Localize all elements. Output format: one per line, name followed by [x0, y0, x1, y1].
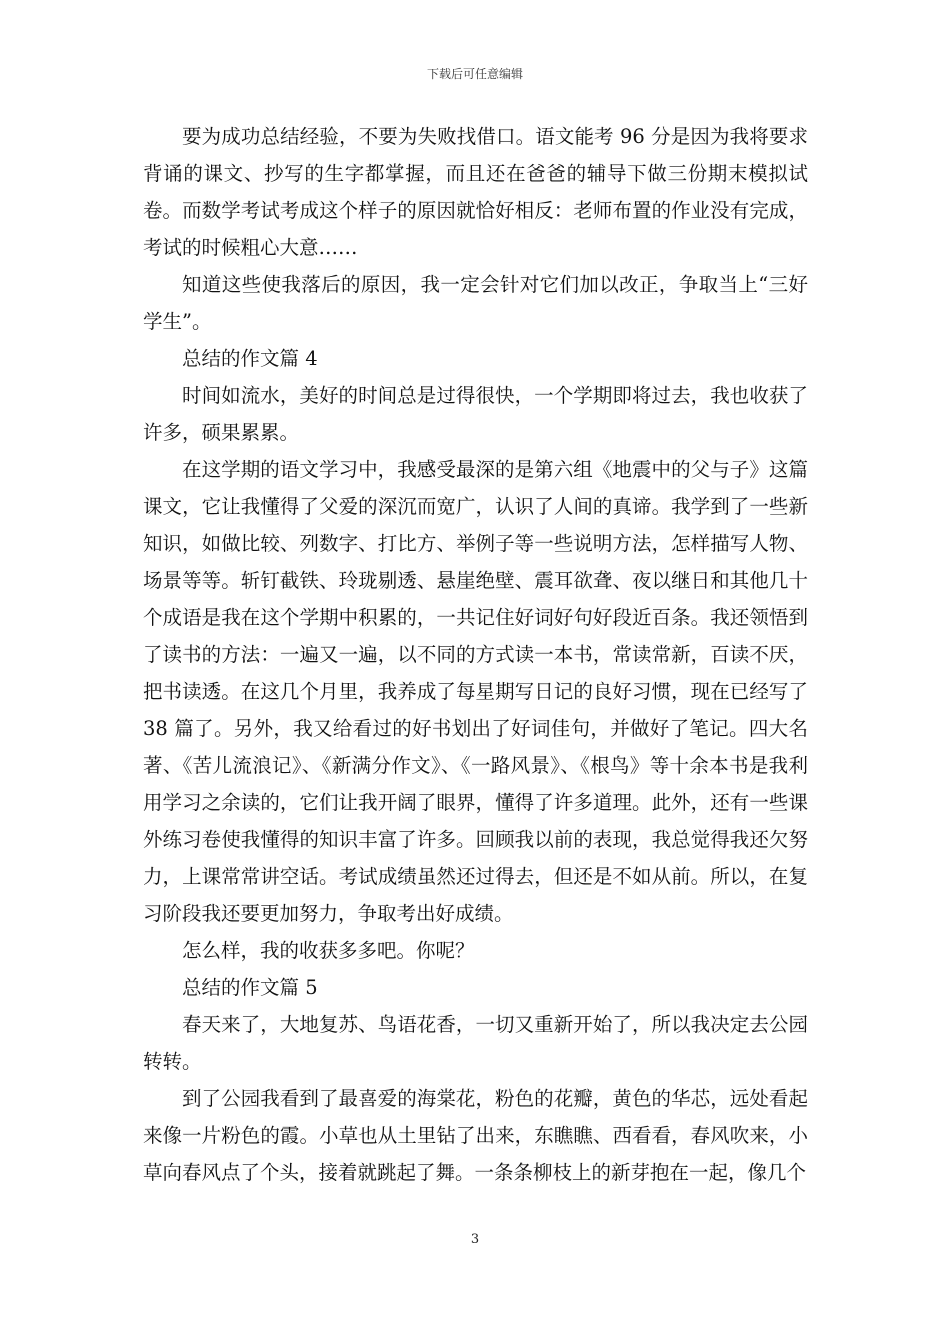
paragraph: 要为成功总结经验，不要为失败找借口。语文能考 96 分是因为我将要求背诵的课文、抄写的生字都掌握，而且还在爸爸的辅导下做三份期末模拟试卷。而数学考试考成这个样子的原因就恰好相反：老师布置的作业没有完成，考试的时候粗心大意……	[143, 125, 808, 259]
paragraph: 春天来了，大地复苏、鸟语花香，一切又重新开始了，所以我决定去公园转转。	[143, 1013, 808, 1073]
page-header: 下载后可任意编辑	[426, 67, 523, 81]
paragraph: 到了公园我看到了最喜爱的海棠花，粉色的花瓣，黄色的华芯，远处看起来像一片粉色的霞。小草也从土里钻了出来，东瞧瞧、西看看，春风吹来，小草向春风点了个头，接着就跳起了舞。一条条柳枝上的新芽抱在一起，像几个	[143, 1087, 808, 1184]
document-body	[143, 118, 808, 1191]
section-heading: 总结的作文篇 4	[182, 347, 318, 370]
paragraph: 在这学期的语文学习中，我感受最深的是第六组《地震中的父与子》这篇课文，它让我懂得了父爱的深沉而宽广，认识了人间的真谛。我学到了一些新知识，如做比较、列数字、打比方、举例子等一些说明方法，怎样描写人物、场景等等。斩钉截铁、玲珑剔透、悬崖绝壁、震耳欲聋、夜以继日和其他几十个成语是我在这个学期中积累的，一共记住好词好句好段近百条。我还领悟到了读书的方法：一遍又一遍，以不同的方式读一本书，常读常新，百读不厌，把书读透。在这几个月里，我养成了每星期写日记的良好习惯，现在已经写了 38 篇了。另外，我又给看过的好书划出了好词佳句，并做好了笔记。四大名著、《苦儿流浪记》、《新满分作文》、《一路风景》、《根鸟》等十余本书是我利用学习之余读的，它们让我开阔了眼界，懂得了许多道理。此外，还有一些课外练习卷使我懂得的知识丰富了许多。回顾我以前的表现，我总觉得我还欠努力，上课常常讲空话。考试成绩虽然还过得去，但还是不如从前。所以，在复习阶段我还要更加努力，争取考出好成绩。	[143, 458, 808, 925]
paragraph: 时间如流水，美好的时间总是过得很快，一个学期即将过去，我也收获了许多，硕果累累。	[143, 384, 808, 444]
page-number: 3	[470, 1232, 480, 1247]
paragraph: 怎么样，我的收获多多吧。你呢？	[182, 939, 475, 962]
section-heading: 总结的作文篇 5	[182, 976, 318, 999]
paragraph: 知道这些使我落后的原因，我一定会针对它们加以改正，争取当上“三好学生”。	[143, 273, 808, 333]
